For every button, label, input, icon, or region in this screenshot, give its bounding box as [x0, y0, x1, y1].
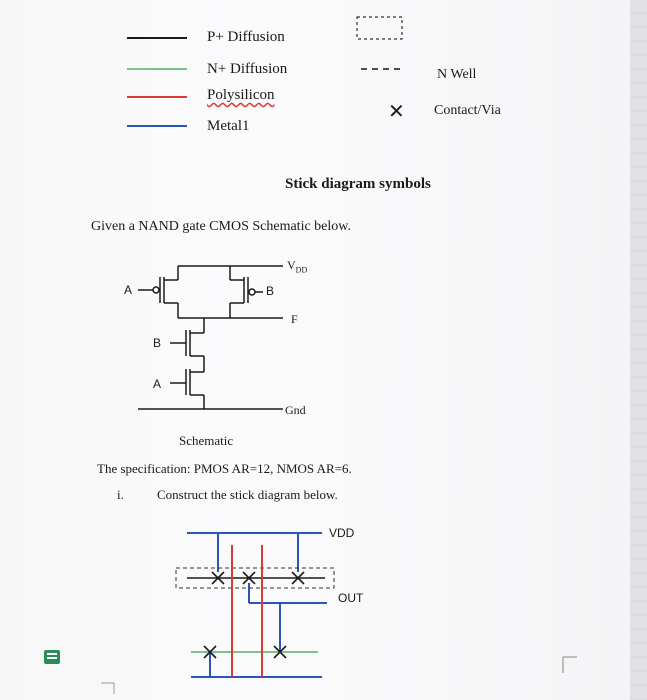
schematic-vdd-label: $V_{DD}$ — [287, 258, 308, 275]
schematic-caption: Schematic — [179, 433, 234, 448]
schematic-a-bot-label: A — [153, 377, 162, 391]
legend-label-nwell: N Well — [437, 67, 477, 82]
app-icon — [44, 650, 60, 664]
stick-contact-icons — [204, 572, 304, 658]
stick-vdd-label: VDD — [329, 526, 355, 540]
nwell-dotted-box-icon — [357, 17, 402, 39]
legend-label-p-diffusion: P+ Diffusion — [207, 29, 285, 45]
schematic-a-top-label: A — [124, 283, 133, 297]
legend-label-metal1: Metal1 — [207, 118, 250, 134]
stick-diagram — [176, 533, 334, 677]
intro-text: Given a NAND gate CMOS Schematic below. — [91, 219, 351, 234]
nand-schematic — [138, 266, 283, 409]
task-number: i. — [117, 487, 124, 502]
schematic-f-label: F — [291, 312, 298, 326]
task-text: Construct the stick diagram below. — [157, 487, 338, 502]
schematic-b-top-label: B — [266, 284, 275, 298]
schematic-gnd-label: Gnd — [285, 403, 306, 417]
specification-text: The specification: PMOS AR=12, NMOS AR=6. — [97, 461, 352, 476]
legend-label-polysilicon: Polysilicon — [207, 87, 275, 103]
legend-label-n-diffusion: N+ Diffusion — [207, 61, 288, 77]
contact-icon: ✕ — [388, 99, 405, 123]
schematic-b-mid-label: B — [153, 336, 162, 350]
legend-label-contact: Contact/Via — [434, 103, 501, 118]
symbols-title: Stick diagram symbols — [285, 176, 431, 192]
stick-out-label: OUT — [338, 591, 364, 605]
